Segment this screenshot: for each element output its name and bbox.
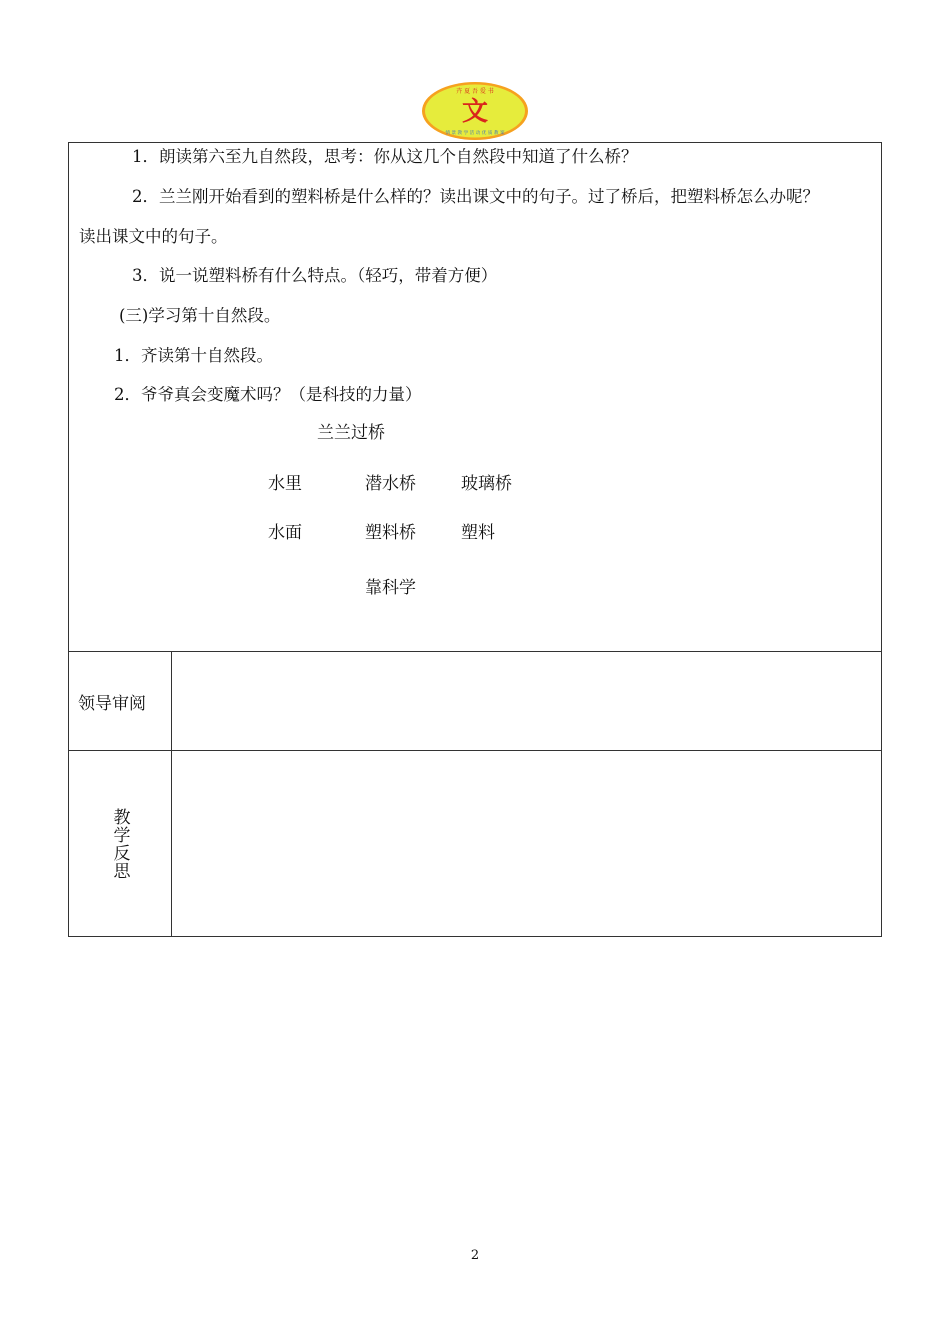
lesson-line: 3．说一说塑料桥有什么特点。（轻巧，带着方便） xyxy=(132,266,498,285)
board-cell: 塑料 xyxy=(461,523,495,543)
reflection-label-cell xyxy=(69,751,172,937)
lesson-line: 读出课文中的句子。 xyxy=(79,227,228,246)
lesson-content-row xyxy=(69,143,882,652)
school-logo xyxy=(420,80,530,142)
board-title: 兰兰过桥 xyxy=(317,423,385,443)
board-cell: 靠科学 xyxy=(365,578,416,598)
page-number: 2 xyxy=(470,1248,480,1263)
lesson-line: 1．朗读第六至九自然段，思考：你从这几个自然段中知道了什么桥？ xyxy=(132,147,638,166)
reflection-row xyxy=(69,751,882,937)
lesson-content-cell xyxy=(69,143,882,652)
board-cell: 潜水桥 xyxy=(365,474,416,494)
section-heading: (三)学习第十自然段。 xyxy=(119,306,281,325)
logo-top-text: 卉 夏 吾 爱 书 xyxy=(456,88,494,95)
board-cell: 水里 xyxy=(268,474,302,494)
review-label: 领导审阅 xyxy=(69,652,172,751)
lesson-line: 2．爷爷真会变魔术吗？（是科技的力量） xyxy=(114,385,422,404)
reflection-field[interactable] xyxy=(172,751,882,937)
reflection-label: 教学反思 xyxy=(109,807,130,880)
board-cell: 水面 xyxy=(268,523,302,543)
lesson-line: 2．兰兰刚开始看到的塑料桥是什么样的？读出课文中的句子。过了桥后，把塑料桥怎么办呢？ xyxy=(132,187,819,206)
board-cell: 塑料桥 xyxy=(365,523,416,543)
lesson-line: 1．齐读第十自然段。 xyxy=(114,346,273,365)
review-row xyxy=(69,652,882,751)
review-field[interactable] xyxy=(172,652,882,751)
logo-figure: 文 xyxy=(461,97,489,127)
lesson-plan-table xyxy=(68,142,882,937)
logo-bottom-text: 情 景 教 学 活 动 优 质 教 案 xyxy=(445,131,505,136)
board-cell: 玻璃桥 xyxy=(461,474,512,494)
